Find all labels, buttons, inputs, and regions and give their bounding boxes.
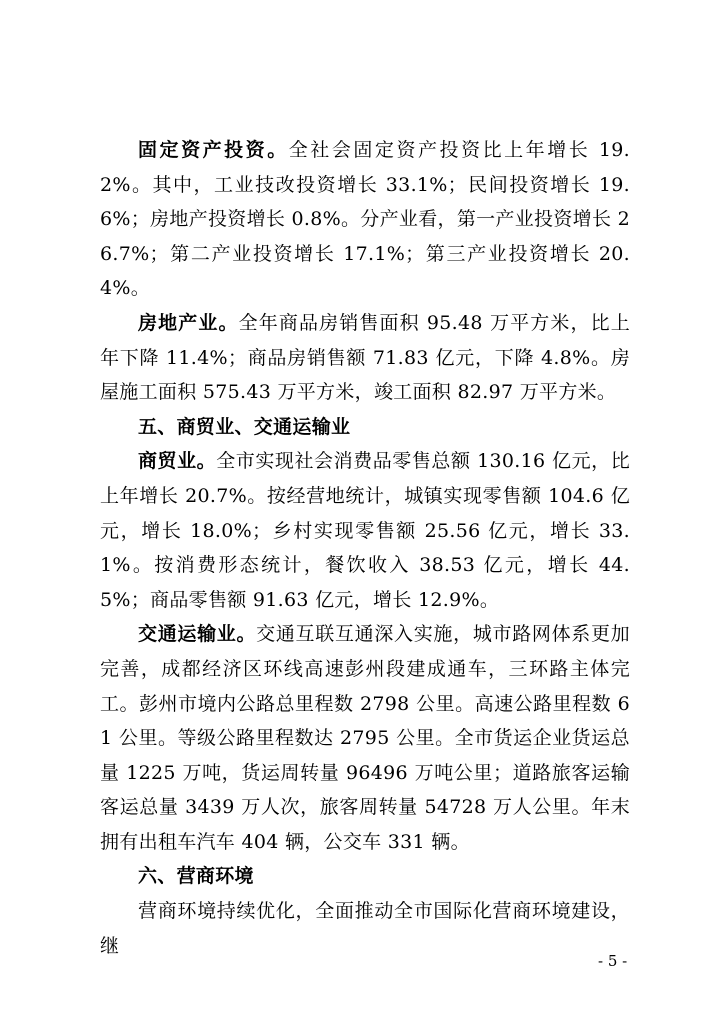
paragraph-commerce <box>100 444 630 617</box>
paragraph-text: 全市实现社会消费品零售总额 130.16 亿元，比上年增长 20.7%。按经营地统计，城镇实现零售额 104.6 亿元，增长 18.0%；乡村实现零售额 25.56 亿元，增长 33.1%。按消费形态统计，餐饮收入 38.53 亿元，增长 44.5%；商品零售额 91.63 亿元，增长 12.9%。 <box>100 450 631 611</box>
page-number: - 5 - <box>598 952 628 970</box>
section-heading-commerce-transport: 五、商贸业、交通运输业 <box>138 415 351 438</box>
paragraph-text: 营商环境持续优化，全面推动全市国际化营商环境建设，继 <box>100 900 630 957</box>
paragraph-text: 全年商品房销售面积 95.48 万平方米，比上年下降 11.4%；商品房销售额 71.83 亿元，下降 4.8%。房屋施工面积 575.43 万平方米，竣工面积 82.97 万平方米。 <box>100 311 630 404</box>
paragraph-transport <box>100 617 630 859</box>
paragraph-lead: 商贸业。 <box>138 450 217 473</box>
document-body <box>100 133 630 963</box>
paragraph-lead: 固定资产投资。 <box>138 139 289 161</box>
section-heading-business-environment: 六、营商环境 <box>138 865 254 888</box>
paragraph-lead: 房地产业。 <box>138 311 239 334</box>
paragraph-lead: 交通运输业。 <box>138 623 257 646</box>
paragraph-real-estate <box>100 306 630 410</box>
paragraph-text: 全社会固定资产投资比上年增长 19.2%。其中，工业技改投资增长 33.1%；民间投资增长 19.6%；房地产投资增长 0.8%。分产业看，第一产业投资增长 26.7%；第二产业投资增长 17.1%；第三产业投资增长 20.4%。 <box>100 139 630 300</box>
paragraph-fixed-asset-investment <box>100 133 630 306</box>
paragraph-business-environment <box>100 894 630 963</box>
paragraph-text: 交通互联互通深入实施，城市路网体系更加完善，成都经济区环线高速彭州段建成通车，三环路主体完工。彭州市境内公路总里程数 2798 公里。高速公路里程数 61 公里。等级公路里程数达 2795 公里。全市货运企业货运总量 1225 万吨，货运周转量 96496 万吨公里；道路旅客运输客运总量 3439 万人次，旅客周转量 54728 万人公里。年末拥有出租车汽车 404 辆，公交车 331 辆。 <box>100 623 630 853</box>
